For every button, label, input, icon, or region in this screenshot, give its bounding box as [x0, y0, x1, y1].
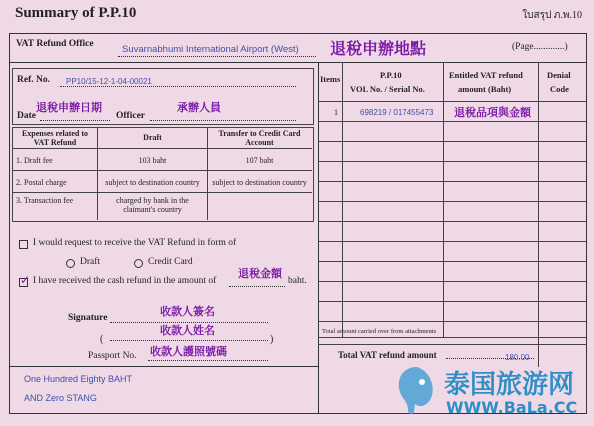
passport-label: Passport No. [88, 351, 137, 361]
items-row-line [318, 181, 587, 182]
signature-label: Signature [68, 313, 108, 323]
expense-row-label: 2. Postal charge [16, 178, 67, 187]
amount-words-line1: One Hundred Eighty BAHT [24, 374, 133, 384]
items-row-line [318, 141, 587, 142]
items-header-code: Code [550, 84, 569, 94]
date-label: Date [17, 111, 36, 121]
name-paren-close: ) [270, 334, 274, 345]
items-col-divider [342, 62, 343, 337]
elephant-logo-icon [392, 362, 442, 420]
officer-underline [150, 120, 296, 121]
page-number: (Page.............) [512, 42, 568, 52]
watermark-brand: 泰国旅游网 [444, 370, 575, 400]
expense-row-transfer: subject to destination country [212, 178, 307, 187]
form-code: ใบสรุป ภ.พ.10 [522, 10, 582, 21]
items-row-line [318, 121, 587, 122]
date-annotation: 退稅申辦日期 [36, 101, 102, 114]
check-mark-icon: ✓ [20, 273, 31, 287]
expenses-col-divider [97, 127, 98, 220]
expense-row-draft: 103 baht [138, 156, 167, 165]
items-col-divider [443, 62, 444, 337]
ref-value: PP10/15-12-1-04-00021 [66, 77, 152, 86]
request-label: I would request to receive the VAT Refund in form of [33, 238, 237, 248]
carried-label: Total amount carried over from attachments [322, 328, 437, 335]
words-divider [9, 366, 319, 367]
items-row-line [318, 301, 587, 302]
total-value: 180.00 [505, 353, 530, 362]
expenses-row-divider [12, 170, 312, 171]
expense-row-draft: subject to destination country [105, 178, 200, 187]
draft-radio[interactable] [66, 259, 75, 268]
request-checkbox[interactable] [19, 240, 28, 249]
expenses-row-divider [12, 148, 312, 149]
cash-baht-label: baht. [288, 276, 307, 286]
name-underline [110, 340, 268, 341]
signature-annotation: 收款人簽名 [160, 305, 215, 318]
expenses-col-divider [207, 127, 208, 220]
total-label: Total VAT refund amount [338, 350, 437, 360]
office-annotation: 退稅申辦地點 [330, 39, 427, 58]
passport-annotation: 收款人護照號碼 [150, 345, 227, 358]
office-divider [9, 62, 587, 63]
office-label: VAT Refund Office [16, 39, 94, 49]
name-annotation: 收款人姓名 [160, 324, 215, 337]
items-header-serial: VOL No. / Serial No. [350, 84, 425, 94]
expenses-header-transfer: Transfer to Credit Card Account [218, 129, 301, 147]
item-row-amount-annotation: 退稅品項與金額 [454, 106, 531, 119]
items-row-line [318, 321, 587, 322]
watermark-url: WWW.BaLa.CC [446, 398, 578, 417]
items-header-denial: Denial [547, 70, 571, 80]
item-row-number: 1 [334, 108, 338, 117]
items-row-line [318, 241, 587, 242]
amount-words-line2: AND Zero STANG [24, 393, 97, 403]
passport-underline [148, 360, 268, 361]
officer-annotation: 承辦人員 [177, 101, 221, 114]
items-total-line [318, 344, 587, 345]
items-carried-line [318, 337, 587, 338]
cash-annotation: 退稅金額 [238, 267, 282, 280]
ref-label: Ref. No. [17, 75, 50, 85]
items-header-amount: amount (Baht) [458, 84, 512, 94]
items-row-line [318, 281, 587, 282]
officer-label: Officer [116, 111, 146, 121]
cash-amount-underline [229, 286, 285, 287]
items-header-items: Items [320, 74, 341, 84]
items-row-line [318, 161, 587, 162]
office-underline [118, 56, 316, 57]
draft-option-label: Draft [80, 257, 101, 267]
items-header-pp10: P.P.10 [380, 70, 402, 80]
expense-row-label: 1. Draft fee [16, 156, 53, 165]
items-left-border [318, 62, 319, 414]
items-header-divider [318, 101, 587, 102]
ref-underline [60, 86, 296, 87]
expense-row-draft: charged by bank in the claimant's country [116, 196, 189, 214]
expenses-header-expense: Expenses related to VAT Refund [21, 129, 89, 147]
items-row-line [318, 201, 587, 202]
office-value: Suvarnabhumi International Airport (West) [122, 44, 299, 55]
items-row-line [318, 221, 587, 222]
cash-label: I have received the cash refund in the amount of [33, 276, 217, 286]
expenses-header-draft: Draft [143, 133, 162, 142]
item-row-serial: 698219 / 017455473 [360, 108, 434, 117]
date-underline [40, 120, 110, 121]
credit-card-radio[interactable] [134, 259, 143, 268]
page-title: Summary of P.P.10 [15, 5, 137, 21]
items-row-line [318, 261, 587, 262]
name-paren-open: ( [100, 334, 104, 345]
credit-card-option-label: Credit Card [148, 257, 193, 267]
expenses-row-divider [12, 192, 312, 193]
expense-row-label: 3. Transaction fee [16, 196, 74, 205]
ref-box [12, 68, 314, 125]
expense-row-transfer: 107 baht [245, 156, 274, 165]
items-header-entitled: Entitled VAT refund [449, 70, 523, 80]
